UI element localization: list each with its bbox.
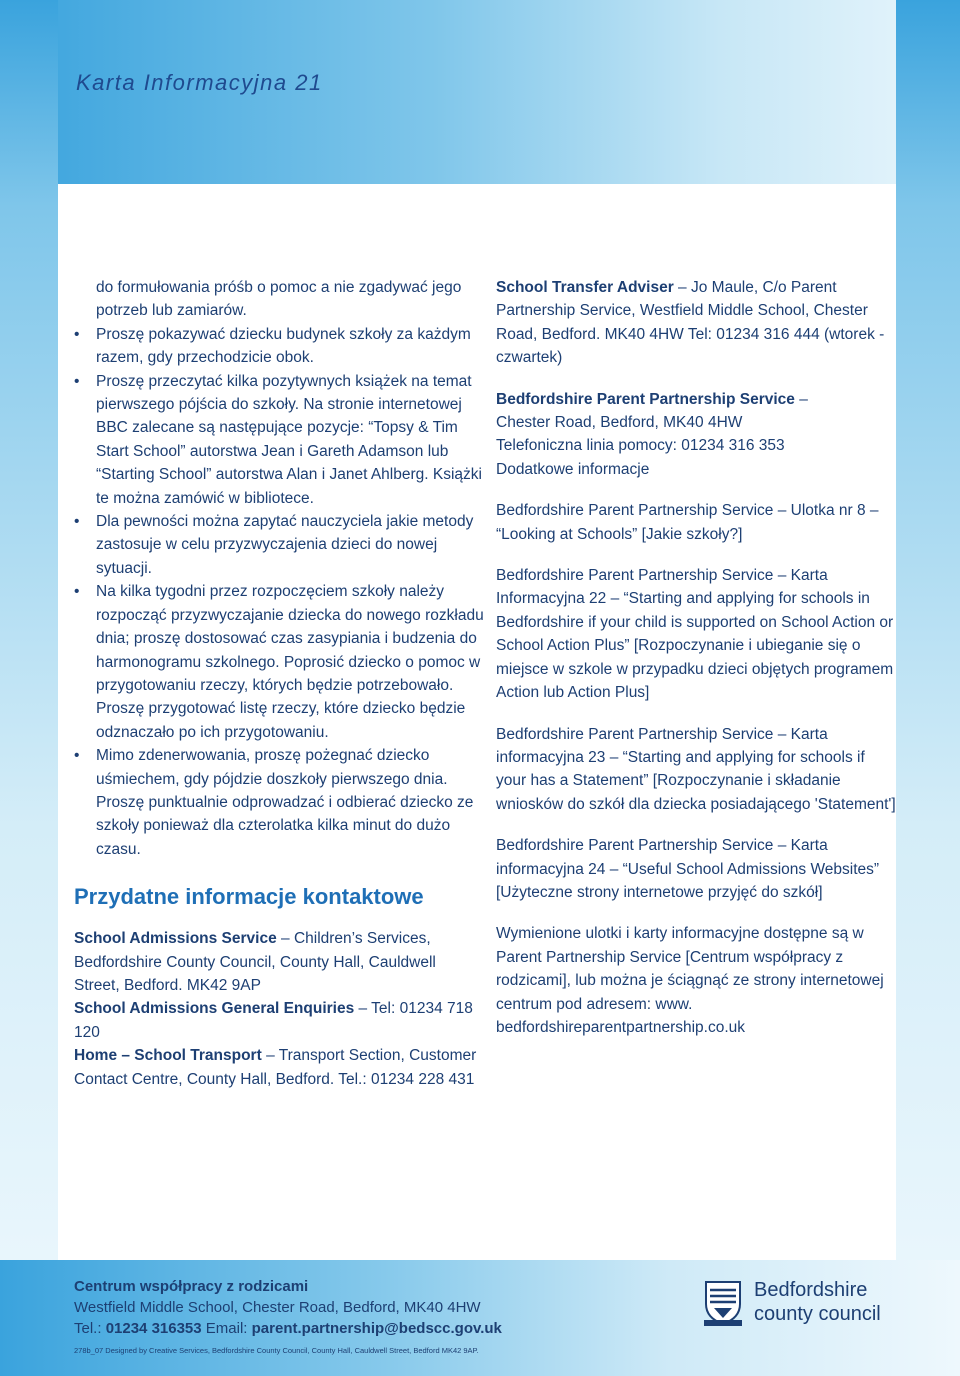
council-wordmark bbox=[754, 1278, 881, 1326]
availability-block bbox=[496, 922, 896, 1039]
left-side-band bbox=[0, 0, 58, 1376]
contact-school-admissions bbox=[74, 927, 484, 997]
document-title: Karta Informacyjna 21 bbox=[76, 70, 323, 95]
council-crest-icon bbox=[702, 1278, 744, 1328]
parent-partnership-title bbox=[496, 388, 896, 411]
email-link[interactable]: parent.partnership@bedscc.gov.uk bbox=[251, 1320, 502, 1337]
list-item: • Proszę przeczytać kilka pozytywnych książek na temat pierwszego pójścia do szkoły. Na stronie internetowej BBC zalecane są następujące pozycje: “Topsy & Tim Start School” autorstwa Jean i Gareth Adamson lub “Starting School” autorstwa Alan i Janet Ahlberg. Książki te można zamówić w bibliotece. bbox=[74, 370, 484, 510]
right-column bbox=[496, 276, 896, 1057]
footer-org-name: Centrum współpracy z rodzicami bbox=[74, 1278, 309, 1295]
council-logo bbox=[702, 1276, 902, 1332]
leaflet-8-text: Bedfordshire Parent Partnership Service – Ulotka nr 8 – “Looking at Schools” [Jakie szkoły?] bbox=[496, 502, 879, 543]
contact-school-transport bbox=[74, 1044, 484, 1091]
tel-number: 01234 316353 bbox=[105, 1320, 202, 1337]
availability-text: Wymienione ulotki i karty informacyjne dostępne są w Parent Partnership Service [Centrum współpracy z rodzicami], lub można je ściągnąć ze strony internetowej centrum pod adresem: www. bedfordshireparentpartnership.co.uk bbox=[496, 925, 884, 1036]
helpline-line: Telefoniczna linia pomocy: 01234 316 353 bbox=[496, 437, 785, 455]
footer-address: Westfield Middle School, Chester Road, Bedford, MK40 4HW bbox=[74, 1299, 481, 1316]
list-item: • Dla pewności można zapytać nauczyciela jakie metody zastosuje w celu przyzwyczajenia dzieci do nowej sytuacji. bbox=[74, 510, 484, 580]
contacts-heading: Przydatne informacje kontaktowe bbox=[74, 884, 424, 910]
footer-contact bbox=[74, 1276, 694, 1357]
transfer-adviser-block bbox=[496, 276, 896, 370]
left-column bbox=[74, 276, 484, 1091]
email-label: Email: bbox=[201, 1320, 252, 1337]
contact-name: School Admissions Service bbox=[74, 930, 277, 948]
tel-label: Tel.: bbox=[74, 1320, 106, 1337]
tips-list bbox=[74, 323, 484, 861]
dash: – bbox=[794, 390, 808, 408]
right-side-band bbox=[896, 0, 960, 1376]
contact-name: Home – School Transport bbox=[74, 1047, 262, 1065]
parent-partnership-block bbox=[496, 388, 896, 482]
address-line: Chester Road, Bedford, MK40 4HW bbox=[496, 414, 743, 432]
transfer-adviser-text bbox=[496, 276, 896, 370]
card-23-block bbox=[496, 723, 896, 817]
card-22-text: Bedfordshire Parent Partnership Service – Karta Informacyjna 22 – “Starting and applying for schools in Bedfordshire if your child is supported on School Action or School Action Plus” [Rozpoczynanie i ubieganie się o miejsce w szkole w przypadku dzieci objętych programem Action lub Action Plus] bbox=[496, 567, 894, 702]
contact-details: – Jo Maule, C/o Parent Partnership Service, Westfield Middle School, Chester Road, Bedford. MK40 4HW Tel: 01234 316 444 (wtorek - czwartek) bbox=[496, 279, 885, 367]
card-24-text: Bedfordshire Parent Partnership Service – Karta informacyjna 24 – “Useful School Admissions Websites” [Użyteczne strony internetowe przyjęć do szkół] bbox=[496, 837, 880, 901]
contact-details: – Tel: 01234 718 120 bbox=[74, 1000, 473, 1041]
contacts-block bbox=[74, 927, 484, 1091]
more-info-line: Dodatkowe informacje bbox=[496, 460, 650, 478]
card-22-block bbox=[496, 564, 896, 704]
leaflet-8-block bbox=[496, 499, 896, 546]
contact-name: School Transfer Adviser bbox=[496, 279, 674, 296]
card-23-text: Bedfordshire Parent Partnership Service – Karta informacyjna 23 – “Starting and applying for schools if your has a Statement” [Rozpoczynanie i składanie wniosków do szkół dla dziecka posiadającego 'Statement'] bbox=[496, 725, 896, 813]
continued-bullet-text: do formułowania próśb o pomoc a nie zgadywać jego potrzeb lub zamiarów. bbox=[96, 279, 462, 320]
logo-line-1: Bedfordshire bbox=[754, 1279, 868, 1301]
list-item: • Na kilka tygodni przez rozpoczęciem szkoły należy rozpocząć przyzwyczajanie dziecka do nowego rozkładu dnia; proszę dostosować czas zasypiania i budzenia do harmonogramu szkolnego. Poprosić dziecko o pomoc w przygotowaniu rzeczy, których będzie potrzebowało. Proszę przygotować listę rzeczy, które dziecko będzie odznaczało po ich przygotowaniu. bbox=[74, 580, 484, 744]
contact-name: School Admissions General Enquiries bbox=[74, 1000, 355, 1018]
contact-name: Bedfordshire Parent Partnership Service bbox=[496, 390, 795, 408]
footer-credit: 278b_07 Designed by Creative Services, Bedfordshire County Council, County Hall, Cauldwell Street, Bedford MK42 9AP. bbox=[74, 1346, 479, 1355]
contact-general-enquiries bbox=[74, 997, 484, 1044]
list-item: • Mimo zdenerwowania, proszę pożegnać dziecko uśmiechem, gdy pójdzie doszkoły pierwszego dnia. Proszę punktualnie odprowadzać i odbierać dziecko ze szkoły ponieważ dla czterolatka kilka minut do dużo czasu. bbox=[74, 744, 484, 861]
footer-tel-email bbox=[74, 1318, 694, 1339]
contact-details: – Transport Section, Customer Contact Centre, County Hall, Bedford. Tel.: 01234 228 431 bbox=[74, 1047, 477, 1088]
list-item: • Proszę pokazywać dziecku budynek szkoły za każdym razem, gdy przechodzicie obok. bbox=[74, 323, 484, 370]
contact-details: – Children’s Services, Bedfordshire County Council, County Hall, Cauldwell Street, Bedford. MK42 9AP bbox=[74, 930, 436, 994]
card-24-block bbox=[496, 834, 896, 904]
logo-line-2: county council bbox=[754, 1303, 881, 1325]
